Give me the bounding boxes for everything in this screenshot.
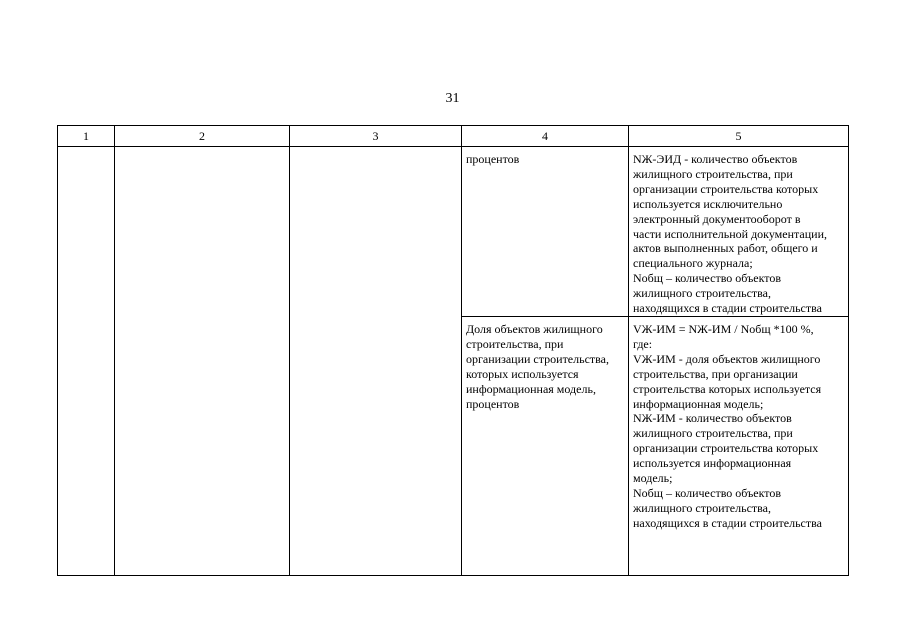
cell-text-line: организации строительства, [466, 351, 609, 366]
cell-text-line: используется исключительно [633, 196, 783, 211]
cell-text-line: процентов [466, 396, 520, 411]
indicator-table [57, 125, 849, 576]
cell-text-line: которых используется [466, 366, 579, 381]
cell-text [629, 147, 848, 316]
cell-text-line: информационная модель; [633, 396, 764, 411]
cell-col-5 [629, 147, 849, 317]
cell-text-line: электронный документооборот в [633, 211, 801, 226]
cell-text-line: строительства, при [466, 336, 564, 351]
cell-text-line: актов выполненных работ, общего и [633, 241, 818, 256]
column-header-4: 4 [462, 126, 629, 147]
cell-col-2 [115, 147, 290, 576]
column-header-3: 3 [290, 126, 462, 147]
cell-text-line: Nобщ – количество объектов [633, 485, 782, 500]
table-row [58, 147, 849, 317]
cell-text-line: организации строительства которых [633, 441, 819, 456]
cell-text-line: NЖ-ИМ - количество объектов [633, 411, 792, 426]
cell-text-line: где: [633, 336, 653, 351]
cell-text-line: используется информационная [633, 456, 792, 471]
column-header-2: 2 [115, 126, 290, 147]
cell-text-line: информационная модель, [466, 381, 596, 396]
cell-text-line: Nобщ – количество объектов [633, 271, 782, 286]
cell-text-line: находящихся в стадии строительства [633, 301, 822, 316]
cell-text-line: VЖ-ИМ - доля объектов жилищного [633, 351, 821, 366]
cell-text-line: жилищного строительства, [633, 286, 771, 301]
cell-text-line: процентов [466, 152, 520, 166]
cell-text-line: части исполнительной документации, [633, 226, 828, 241]
cell-text-line: строительства которых используется [633, 381, 822, 396]
cell-col-4 [462, 317, 629, 576]
cell-col-3 [290, 147, 462, 576]
cell-text-line: организации строительства которых [633, 181, 819, 196]
cell-text-line: Доля объектов жилищного [466, 322, 603, 336]
cell-col-5 [629, 317, 849, 576]
cell-text-line: строительства, при организации [633, 366, 798, 381]
page-number: 31 [445, 91, 460, 106]
cell-text-line: NЖ-ЭИД - количество объектов [633, 152, 798, 166]
cell-text-line: жилищного строительства, [633, 500, 771, 515]
column-header-5: 5 [629, 126, 849, 147]
cell-text-line: жилищного строительства, при [633, 426, 793, 441]
cell-text-line: модель; [633, 471, 673, 486]
cell-text [629, 317, 848, 531]
cell-col-4 [462, 147, 629, 317]
cell-text [462, 147, 628, 167]
cell-text-line: VЖ-ИМ = NЖ-ИМ / Nобщ *100 %, [633, 322, 814, 336]
cell-text [462, 317, 628, 411]
column-header-1: 1 [58, 126, 115, 147]
table-header-row [58, 126, 849, 147]
cell-text-line: жилищного строительства, при [633, 166, 793, 181]
cell-col-1 [58, 147, 115, 576]
cell-text-line: специального журнала; [633, 256, 753, 271]
cell-text-line: находящихся в стадии строительства [633, 515, 822, 530]
